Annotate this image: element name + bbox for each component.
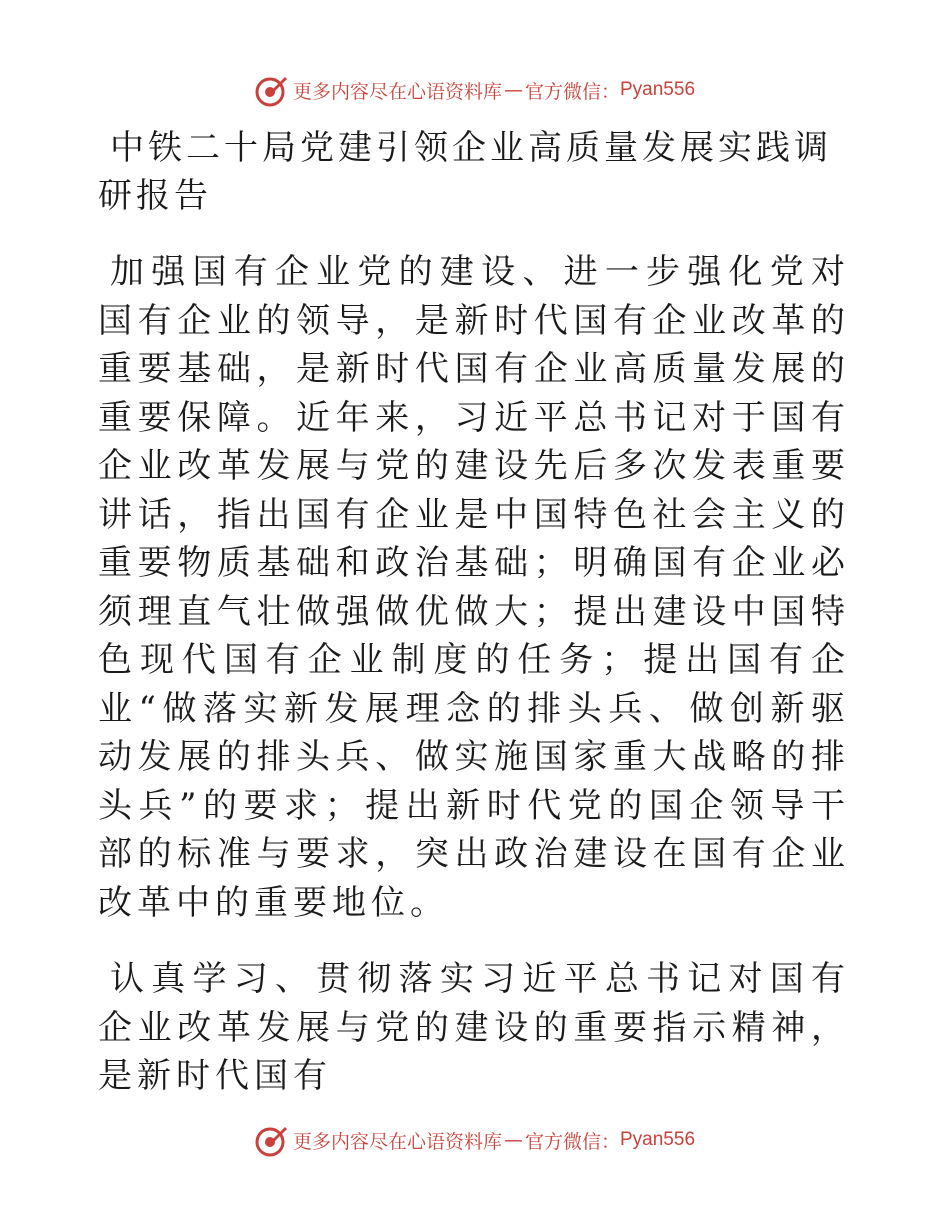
paragraph-2: 认真学习、贯彻落实习近平总书记对国有企业改革发展与党的建设的重要指示精神，是新时代国有 [98, 959, 850, 1096]
watermark-separator: — [503, 79, 523, 101]
watermark-id: Pyan556 [620, 1129, 696, 1150]
document-body [98, 124, 850, 1101]
watermark-text: 更多内容尽在心语资料库 [292, 80, 502, 103]
watermark-footer [0, 1120, 950, 1160]
quill-logo-icon [255, 73, 289, 107]
watermark-suffix: 官方微信： [524, 80, 620, 103]
watermark-text: 更多内容尽在心语资料库 [292, 1130, 502, 1153]
quill-logo-icon [255, 1123, 289, 1157]
watermark-suffix: 官方微信： [524, 1130, 620, 1153]
watermark-id: Pyan556 [620, 79, 696, 100]
watermark-header [0, 70, 950, 110]
paragraph-1: 加强国有企业党的建设、进一步强化党对国有企业的领导，是新时代国有企业改革的重要基础，是新时代国有企业高质量发展的重要保障。近年来，习近平总书记对于国有企业改革发展与党的建设先后多次发表重要讲话，指出国有企业是中国特色社会主义的重要物质基础和政治基础；明确国有企业必须理直气壮做强做优做大；提出建设中国特色现代国有企业制度的任务；提出国有企业“做落实新发展理念的排头兵、做创新驱动发展的排头兵、做实施国家重大战略的排头兵”的要求；提出新时代党的国企领导干部的标准与要求，突出政治建设在国有企业改革中的重要地位。 [98, 252, 850, 923]
document-title: 中铁二十局党建引领企业高质量发展实践调研报告 [98, 128, 832, 216]
watermark-separator: — [503, 1129, 523, 1151]
